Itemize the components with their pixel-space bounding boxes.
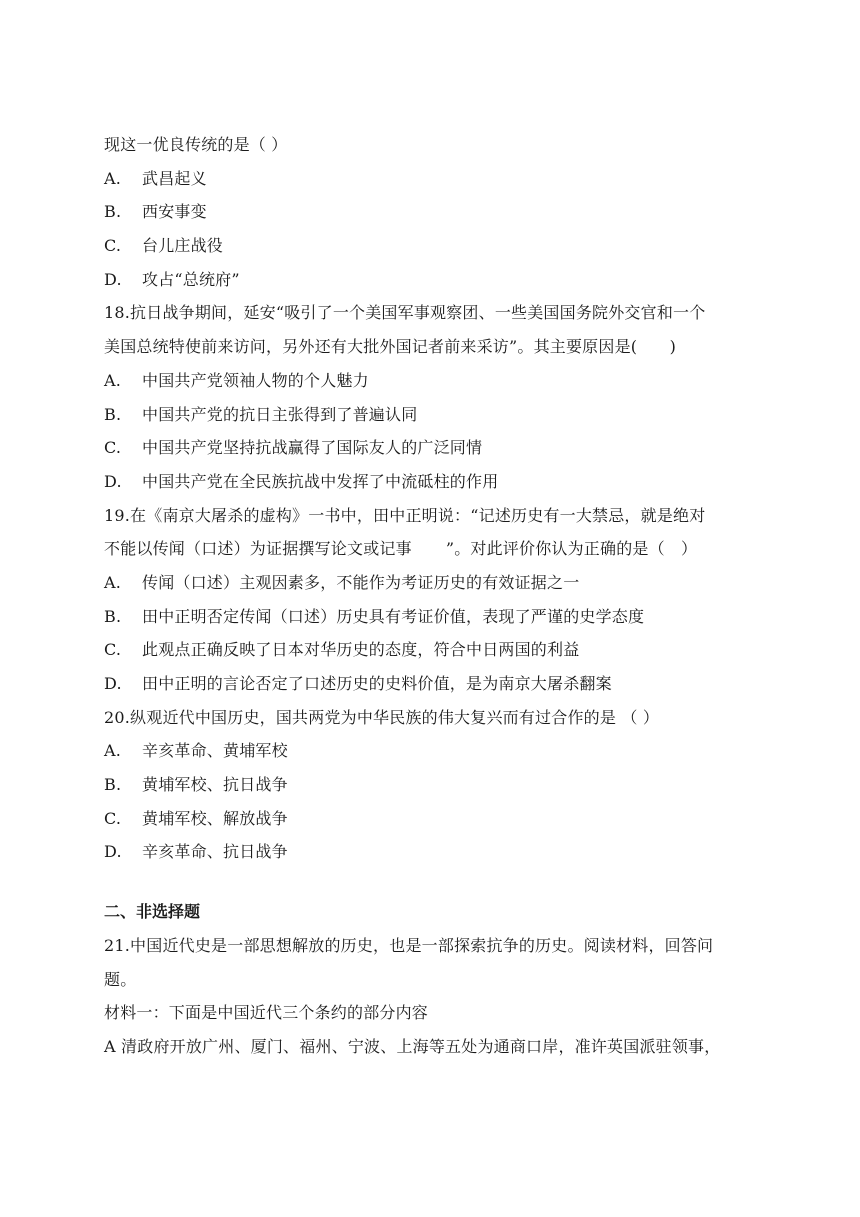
q18-stem-line-1: 18.抗日战争期间，延安“吸引了一个美国军事观察团、一些美国国务院外交官和一个 <box>104 303 706 323</box>
option-text: 中国共产党在全民族抗战中发挥了中流砥柱的作用 <box>142 471 499 491</box>
q18-option-c <box>104 431 764 465</box>
q20-stem-line-1: 20.纵观近代中国历史，国共两党为中华民族的伟大复兴而有过合作的是 （ ） <box>104 707 660 727</box>
option-letter: C. <box>104 236 122 256</box>
option-text: 此观点正确反映了日本对华历史的态度，符合中日两国的利益 <box>142 640 580 660</box>
option-letter: B. <box>104 606 122 626</box>
q21-stem-line-2: 题。 <box>104 969 137 989</box>
q21-material-a: A 清政府开放广州、厦门、福州、宁波、上海等五处为通商口岸，准许英国派驻领事， <box>104 1036 721 1056</box>
option-letter: C. <box>104 808 122 828</box>
q17-option-c <box>104 229 764 263</box>
q21-material-heading: 材料一：下面是中国近代三个条约的部分内容 <box>104 1003 429 1023</box>
option-text: 黄埔军校、解放战争 <box>142 808 288 828</box>
q19-stem-line-2 <box>104 532 764 566</box>
option-text: 田中正明否定传闻（口述）历史具有考证价值，表现了严谨的史学态度 <box>142 606 645 626</box>
option-letter: A. <box>104 168 122 188</box>
option-text: 台儿庄战役 <box>142 236 224 256</box>
q17-option-a <box>104 162 764 196</box>
q19-option-a <box>104 566 764 600</box>
option-text: 中国共产党的抗日主张得到了普遍认同 <box>142 404 418 424</box>
option-text: 武昌起义 <box>142 168 207 188</box>
q19-option-b <box>104 600 764 634</box>
option-text: 黄埔军校、抗日战争 <box>142 775 288 795</box>
option-text: 田中正明的言论否定了口述历史的史料价值，是为南京大屠杀翻案 <box>142 674 612 693</box>
option-letter: D. <box>104 471 122 491</box>
q19-option-d <box>104 667 764 701</box>
q21-stem-line-1: 21.中国近代史是一部思想解放的历史，也是一部探索抗争的历史。阅读材料，回答问 <box>104 935 714 955</box>
option-letter: D. <box>104 269 122 289</box>
option-letter: D. <box>104 674 122 693</box>
q20-option-c <box>104 802 764 836</box>
q19-option-c <box>104 633 764 667</box>
q18-stem-line-2: 美国总统特使前来访问，另外还有大批外国记者前来采访”。其主要原因是( ) <box>104 337 677 357</box>
option-text: 辛亥革命、黄埔军校 <box>142 741 288 761</box>
option-text: 西安事变 <box>142 202 207 222</box>
option-letter: A. <box>104 370 122 390</box>
q20-option-d <box>104 835 764 869</box>
option-letter: D. <box>104 842 122 862</box>
option-letter: C. <box>104 438 122 458</box>
q18-option-b <box>104 398 764 432</box>
option-text: 攻占“总统府” <box>142 269 240 289</box>
q17-stem-tail: 现这一优良传统的是（ ） <box>104 135 288 154</box>
q17-option-b <box>104 195 764 229</box>
option-text: 传闻（口述）主观因素多，不能作为考证历史的有效证据之一 <box>142 572 580 592</box>
q19-stem-line-2-part-b: ”。对此评价你认为正确的是（ ） <box>445 539 698 559</box>
q20-option-b <box>104 768 764 802</box>
option-text: 辛亥革命、抗日战争 <box>142 842 288 862</box>
document-page <box>104 128 764 1064</box>
option-letter: B. <box>104 202 122 222</box>
q18-option-d <box>104 465 764 499</box>
option-letter: B. <box>104 404 122 424</box>
option-letter: A. <box>104 572 122 592</box>
option-letter: A. <box>104 741 122 761</box>
option-letter: C. <box>104 640 122 660</box>
q20-option-a <box>104 734 764 768</box>
section-title: 二、非选择题 <box>104 902 201 922</box>
option-text: 中国共产党领袖人物的个人魅力 <box>142 370 369 390</box>
option-text: 中国共产党坚持抗战赢得了国际友人的广泛同情 <box>142 438 483 458</box>
option-letter: B. <box>104 775 122 795</box>
q17-option-d <box>104 263 764 297</box>
q19-stem-line-1: 19.在《南京大屠杀的虚构》一书中，田中正明说：“记述历史有一大禁忌，就是绝对 <box>104 505 706 525</box>
q18-option-a <box>104 364 764 398</box>
q19-stem-line-2-part-a: 不能以传闻（口述）为证据撰写论文或记事 <box>104 539 412 559</box>
